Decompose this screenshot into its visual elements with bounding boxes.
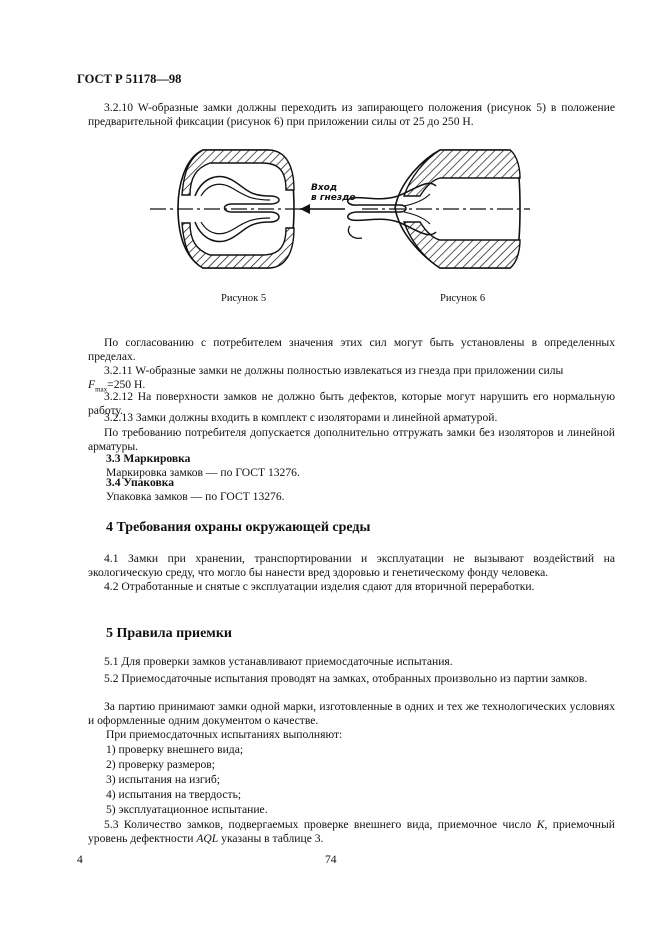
test-item: 2) проверку размеров; [106, 758, 215, 771]
figure-5-drawing [150, 150, 310, 268]
paragraph-3-2-13: 3.2.13 Замки должны входить в комплект с изоляторами и линейной арматурой. [104, 411, 498, 424]
test-item: 5) эксплуатационное испытание. [106, 803, 268, 816]
section-3-4-title: 3.4 Упаковка [106, 476, 175, 489]
document-header: ГОСТ Р 51178—98 [77, 72, 182, 86]
footer-center-page-number: 74 [325, 853, 337, 866]
figure-5-caption: Рисунок 5 [221, 293, 267, 304]
paragraph-5-1: 5.1 Для проверки замков устанавливают приемосдаточные испытания. [104, 655, 453, 668]
test-item: 3) испытания на изгиб; [106, 773, 221, 786]
test-item: 1) проверку внешнего вида; [106, 743, 244, 756]
section-3-3-title: 3.3 Маркировка [106, 452, 191, 465]
figure-6-caption: Рисунок 6 [440, 293, 486, 304]
paragraph-3-2-12: 3.2.12 На поверхности замков не должно быть дефектов, которые могут нарушить его нормальную работу. [88, 390, 615, 417]
insertion-arrow [300, 204, 345, 214]
batch-paragraph: За партию принимают замки одной марки, изготовленные в одних и тех же технологических условиях и оформленные одним документом о качестве. [88, 700, 615, 727]
figure-w-locks [0, 0, 661, 330]
section-5-title: 5 Правила приемки [106, 626, 232, 641]
paragraph-5-2: 5.2 Приемосдаточные испытания проводят на замках, отобранных произвольно из партии замков. [104, 672, 588, 685]
force-subscript: max [95, 384, 108, 393]
force-symbol: F [88, 377, 96, 391]
section-3-4-text: Упаковка замков — по ГОСТ 13276. [106, 490, 285, 503]
section-3-3-text: Маркировка замков — по ГОСТ 13276. [106, 466, 300, 479]
agreement-paragraph: По согласованию с потребителем значения этих сил могут быть установлены в определенных пределах. [88, 336, 615, 363]
paragraph-5-3-part2: , приемочный уровень дефектности [88, 818, 616, 845]
paragraph-5-3-part1: 5.3 Количество замков, подвергаемых проверке внешнего вида, приемочное число [104, 818, 537, 831]
test-item: 4) испытания на твердость; [106, 788, 242, 801]
arrow-label-line2: в гнездо [311, 193, 356, 203]
section-4-title: 4 Требования охраны окружающей среды [106, 520, 371, 535]
force-value: =250 Н. [107, 377, 146, 391]
paragraph-3-2-11-text: 3.2.11 W-образные замки не должны полностью извлекаться из гнезда при приложении силы [104, 364, 564, 377]
symbol-aql: AQL [196, 831, 219, 845]
paragraph-5-3 [88, 818, 615, 845]
tests-intro: При приемосдаточных испытаниях выполняют: [106, 728, 343, 741]
request-paragraph: По требованию потребителя допускается дополнительно отгружать замки без изоляторов и линейной арматуры. [88, 426, 615, 453]
symbol-k: K [536, 818, 545, 831]
paragraph-5-3-part3: указаны в таблице 3. [218, 831, 324, 845]
arrow-label-line1: Вход [311, 183, 338, 193]
paragraph-4-2: 4.2 Отработанные и снятые с эксплуатации изделия сдают для вторичной переработки. [104, 580, 535, 593]
figure-6-drawing [348, 150, 530, 268]
paragraph-4-1: 4.1 Замки при хранении, транспортировании и эксплуатации не вызывают воздействий на экологическую среду, что могло бы нанести вред здоровью и генетическому фонду человека. [88, 552, 615, 579]
footer-left-page-number: 4 [77, 853, 83, 866]
paragraph-3-2-10: 3.2.10 W-образные замки должны переходить из запирающего положения (рисунок 5) в положение предварительной фиксации (рисунок 6) при приложении силы от 25 до 250 Н. [88, 101, 615, 128]
arrow-label [311, 183, 356, 203]
